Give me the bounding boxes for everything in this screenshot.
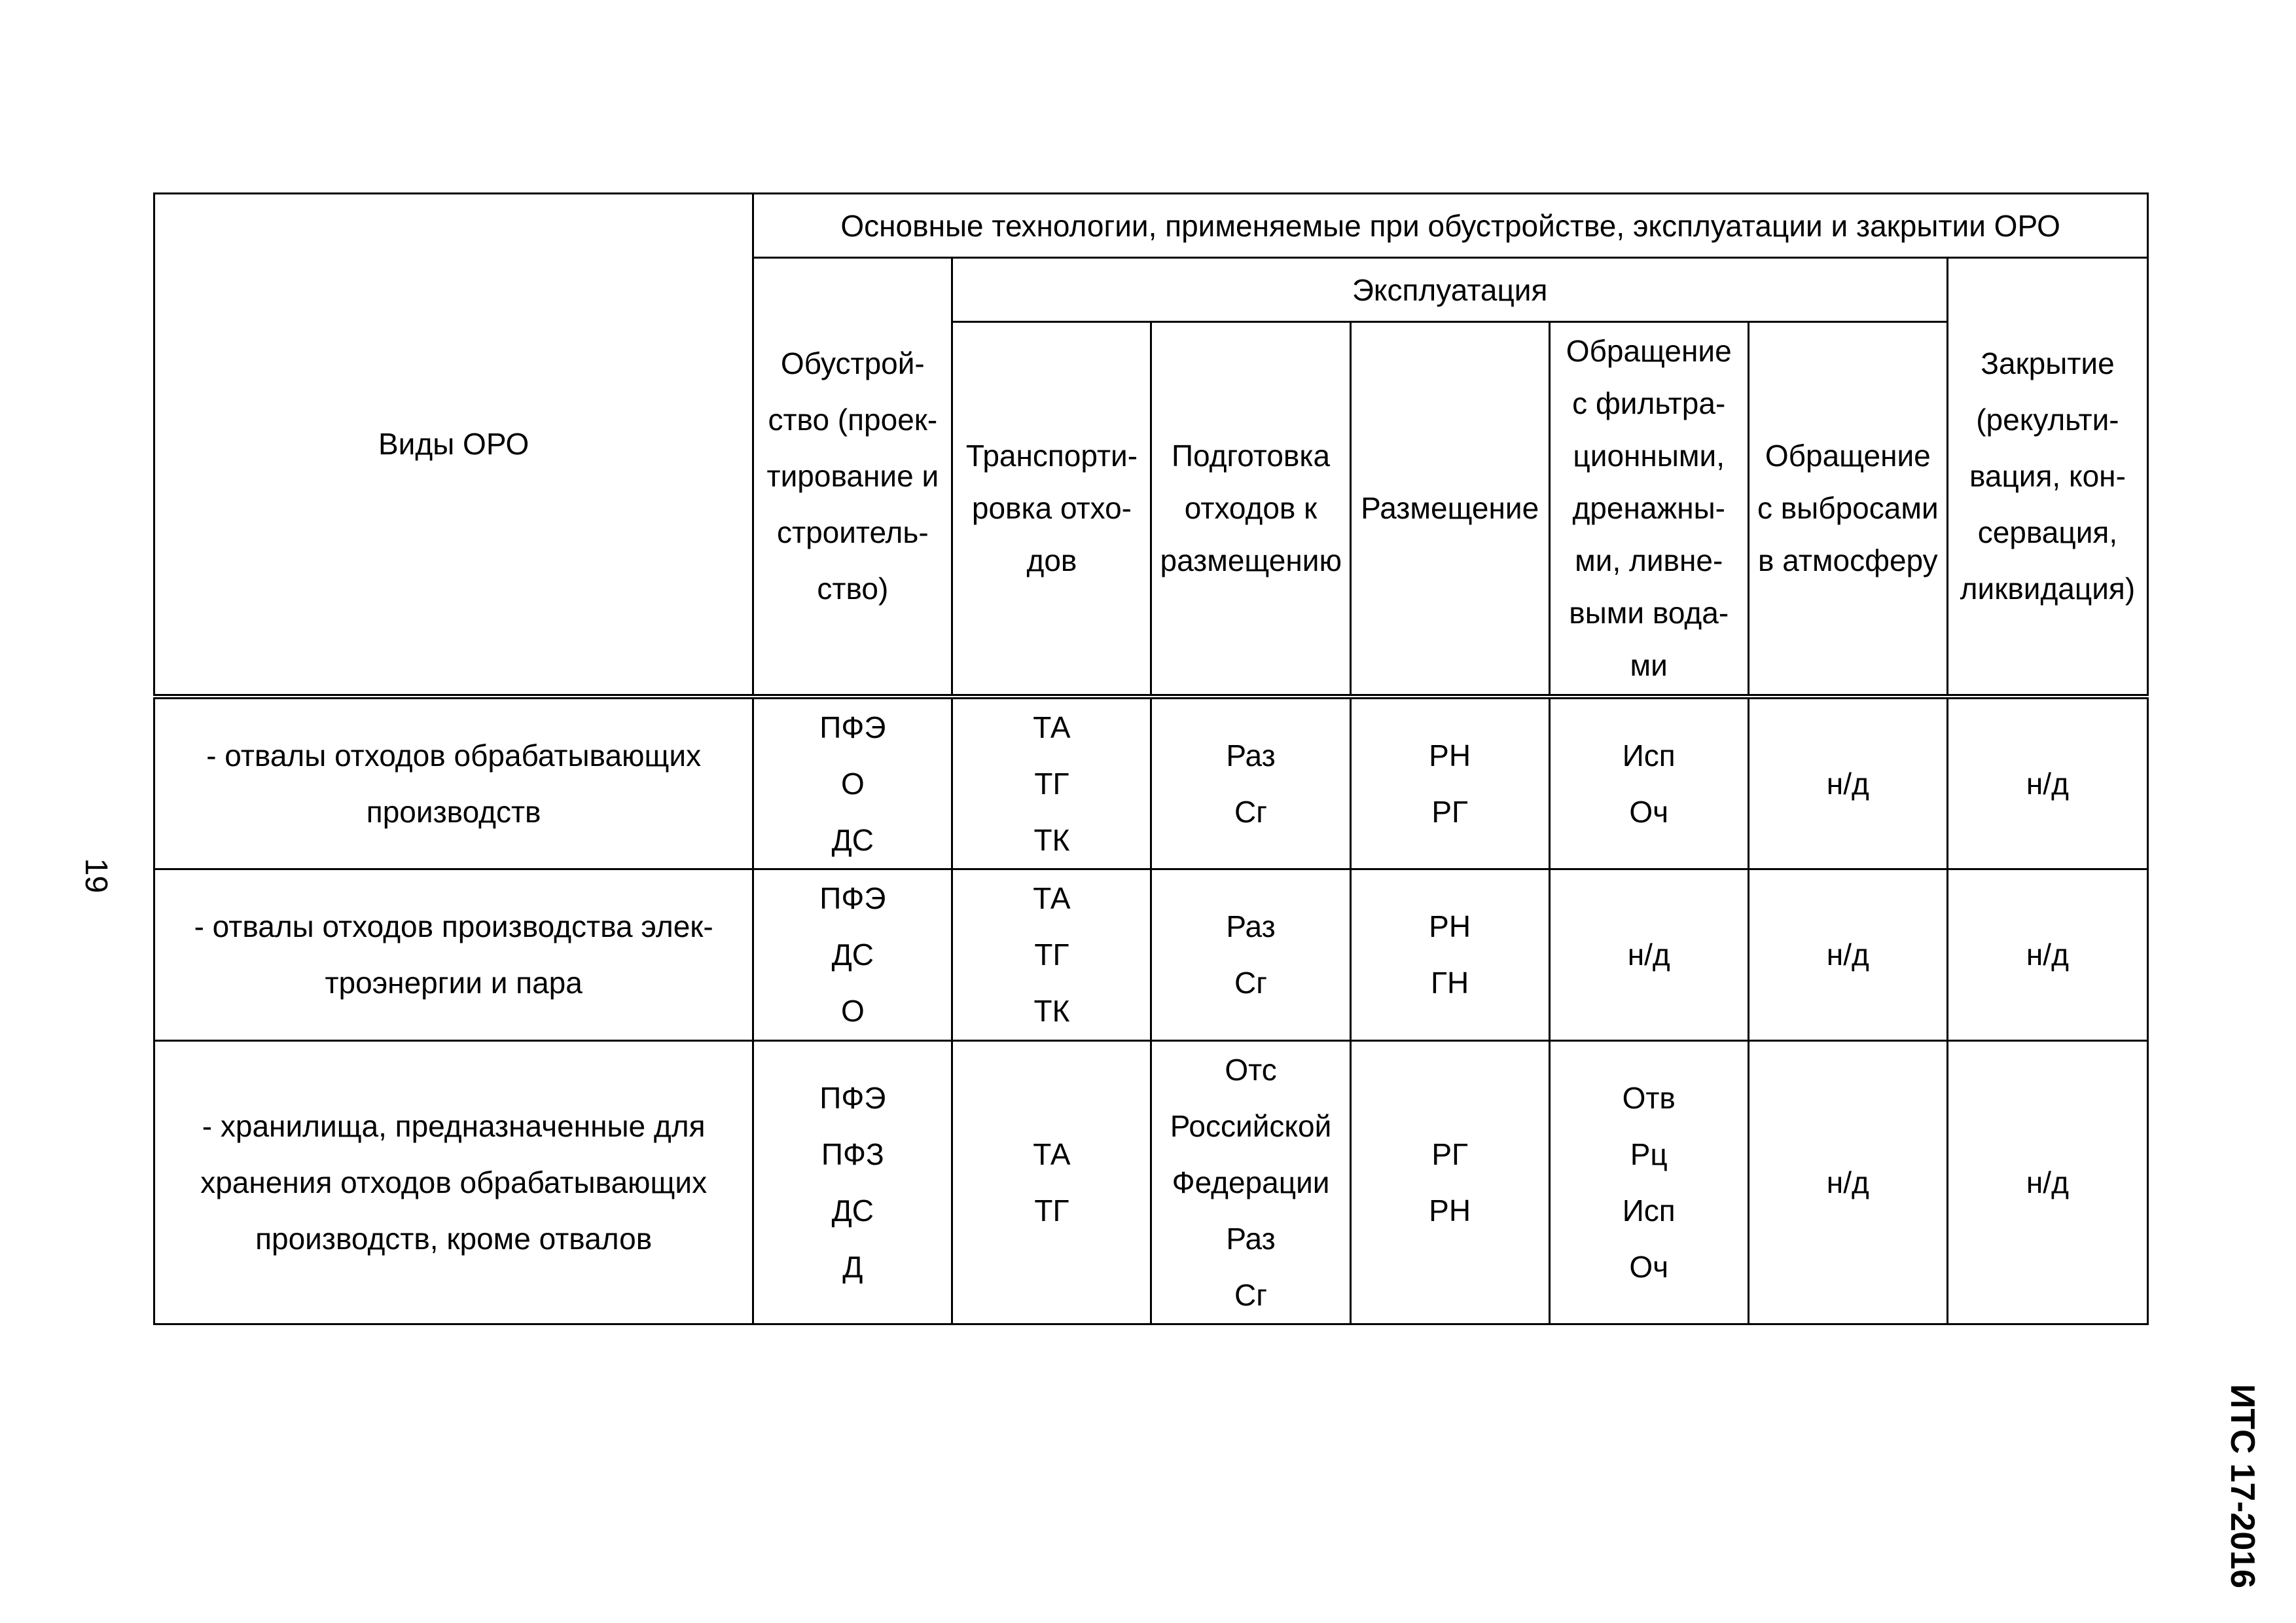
cell-code: Исп xyxy=(1622,738,1676,773)
table-cell xyxy=(1947,697,2147,869)
header-closure-line: вация, кон- xyxy=(1969,459,2126,494)
table-cell xyxy=(753,697,952,869)
cell-code: ТГ xyxy=(1034,1193,1069,1228)
header-construction-cell xyxy=(753,258,952,697)
subheader-transport-cell xyxy=(952,322,1151,697)
cell-code: О xyxy=(840,766,865,801)
header-main: Основные технологии, применяемые при обустройстве, эксплуатации и закрытии ОРО xyxy=(840,208,2060,243)
subheader-line: ми xyxy=(1630,648,1668,683)
subheader-line: выми вода- xyxy=(1569,596,1729,630)
cell-code: ТГ xyxy=(1034,766,1069,801)
table-cell xyxy=(753,1040,952,1324)
subheader-line: Размещение xyxy=(1361,491,1539,526)
table-cell xyxy=(1748,697,1947,869)
header-construction-line: строитель- xyxy=(777,515,929,550)
header-construction-line: ство (проек- xyxy=(768,403,938,437)
subheader-line: ровка отхо- xyxy=(971,491,1132,526)
cell-code: Раз xyxy=(1226,738,1276,773)
cell-code: ТК xyxy=(1033,994,1070,1028)
table-cell xyxy=(1549,869,1748,1040)
header-closure-line: сервация, xyxy=(1977,515,2118,550)
cell-code: ТА xyxy=(1033,881,1071,915)
subheader-line: Транспорти- xyxy=(965,439,1138,473)
cell-code: Оч xyxy=(1629,794,1669,829)
table-cell xyxy=(1549,1040,1748,1324)
subheader-preparation-cell xyxy=(1151,322,1350,697)
subheader-water-cell xyxy=(1549,322,1748,697)
cell-code: ДС xyxy=(831,938,874,972)
table-row xyxy=(154,697,2148,869)
cell-code: Федерации xyxy=(1172,1165,1330,1199)
header-closure-line: (рекульти- xyxy=(1976,403,2119,437)
table-row xyxy=(154,869,2148,1040)
header-construction-line: ство) xyxy=(817,572,889,606)
subheader-line: ционными, xyxy=(1573,439,1725,473)
subheader-line: с выбросами xyxy=(1757,491,1939,526)
header-main-cell xyxy=(753,194,2148,258)
subheader-line: Обращение xyxy=(1765,439,1931,473)
cell-code: н/д xyxy=(2026,766,2069,801)
header-construction-line: Обустрой- xyxy=(780,346,925,381)
subheader-line: размещению xyxy=(1160,543,1342,578)
table-cell xyxy=(1350,869,1549,1040)
cell-code: Российской xyxy=(1170,1108,1332,1143)
cell-code: Отс xyxy=(1225,1052,1277,1087)
cell-code: РН xyxy=(1429,738,1471,773)
header-closure-line: ликвидация) xyxy=(1960,572,2136,606)
cell-code: ПФЗ xyxy=(821,1137,884,1171)
row-name-line: - отвалы отходов производства элек- xyxy=(194,909,713,943)
cell-code: Д xyxy=(842,1249,863,1284)
header-operation: Эксплуатация xyxy=(1352,272,1548,307)
table-cell xyxy=(1151,869,1350,1040)
row-name-line: - отвалы отходов обрабатывающих xyxy=(206,738,702,773)
subheader-line: ми, ливне- xyxy=(1575,543,1723,578)
table-cell xyxy=(1947,1040,2147,1324)
cell-code: н/д xyxy=(1826,766,1869,801)
table-cell xyxy=(1350,1040,1549,1324)
table-cell xyxy=(753,869,952,1040)
row-name-line: - хранилища, предназначенные для xyxy=(202,1108,706,1143)
cell-code: ТА xyxy=(1033,1137,1071,1171)
document-code: ИТС 17-2016 xyxy=(2223,1384,2261,1588)
table-cell xyxy=(1947,869,2147,1040)
cell-code: Сг xyxy=(1234,1277,1268,1312)
cell-code: Оч xyxy=(1629,1249,1669,1284)
cell-code: ПФЭ xyxy=(819,710,886,744)
row-name-cell xyxy=(154,869,753,1040)
cell-code: Исп xyxy=(1622,1193,1676,1228)
cell-code: ДС xyxy=(831,822,874,857)
header-kinds: Виды ОРО xyxy=(378,427,529,462)
subheader-line: в атмосферу xyxy=(1758,543,1938,578)
cell-code: РГ xyxy=(1431,1137,1468,1171)
table-cell xyxy=(1151,697,1350,869)
cell-code: н/д xyxy=(2026,1165,2069,1199)
subheader-emissions-cell xyxy=(1748,322,1947,697)
cell-code: РГ xyxy=(1431,794,1468,829)
cell-code: н/д xyxy=(2026,938,2069,972)
cell-code: ТГ xyxy=(1034,938,1069,972)
cell-code: н/д xyxy=(1826,938,1869,972)
cell-code: Отв xyxy=(1622,1080,1676,1115)
cell-code: ТА xyxy=(1033,710,1071,744)
row-name-cell xyxy=(154,697,753,869)
cell-code: Раз xyxy=(1226,1221,1276,1256)
cell-code: РН xyxy=(1429,1193,1471,1228)
table-cell xyxy=(1549,697,1748,869)
row-name-line: хранения отходов обрабатывающих xyxy=(200,1165,708,1199)
table-cell xyxy=(1748,1040,1947,1324)
subheader-line: Обращение xyxy=(1566,334,1732,369)
subheader-line: Подготовка xyxy=(1171,439,1331,473)
header-construction-line: тирование и xyxy=(766,459,939,494)
cell-code: ПФЭ xyxy=(819,881,886,915)
cell-code: ТК xyxy=(1033,822,1070,857)
row-name-cell xyxy=(154,1040,753,1324)
subheader-line: дренажны- xyxy=(1572,491,1725,526)
row-name-line: производств xyxy=(366,794,541,829)
cell-code: Сг xyxy=(1234,966,1268,1000)
cell-code: н/д xyxy=(1826,1165,1869,1199)
cell-code: Сг xyxy=(1234,794,1268,829)
row-name-line: троэнергии и пара xyxy=(325,966,583,1000)
cell-code: ГН xyxy=(1431,966,1469,1000)
header-row-main xyxy=(154,194,2148,258)
header-kinds-cell xyxy=(154,194,753,697)
header-closure-line: Закрытие xyxy=(1981,346,2115,381)
cell-code: О xyxy=(840,994,865,1028)
technologies-table xyxy=(153,192,2149,1325)
table-cell xyxy=(1350,697,1549,869)
table-cell xyxy=(952,869,1151,1040)
table-cell xyxy=(1748,869,1947,1040)
table-cell xyxy=(1151,1040,1350,1324)
cell-code: ДС xyxy=(831,1193,874,1228)
cell-code: н/д xyxy=(1627,938,1670,972)
header-operation-cell xyxy=(952,258,1947,322)
header-closure-cell xyxy=(1947,258,2147,697)
cell-code: Рц xyxy=(1630,1137,1668,1171)
subheader-line: дов xyxy=(1026,543,1077,578)
cell-code: Раз xyxy=(1226,909,1276,943)
subheader-line: отходов к xyxy=(1184,491,1318,526)
cell-code: РН xyxy=(1429,909,1471,943)
row-name-line: производств, кроме отвалов xyxy=(255,1221,653,1256)
page-number: 19 xyxy=(79,858,114,894)
table-cell xyxy=(952,697,1151,869)
subheader-placement-cell xyxy=(1350,322,1549,697)
table-cell xyxy=(952,1040,1151,1324)
subheader-line: с фильтра- xyxy=(1572,386,1726,421)
cell-code: ПФЭ xyxy=(819,1080,886,1115)
table-row xyxy=(154,1040,2148,1324)
